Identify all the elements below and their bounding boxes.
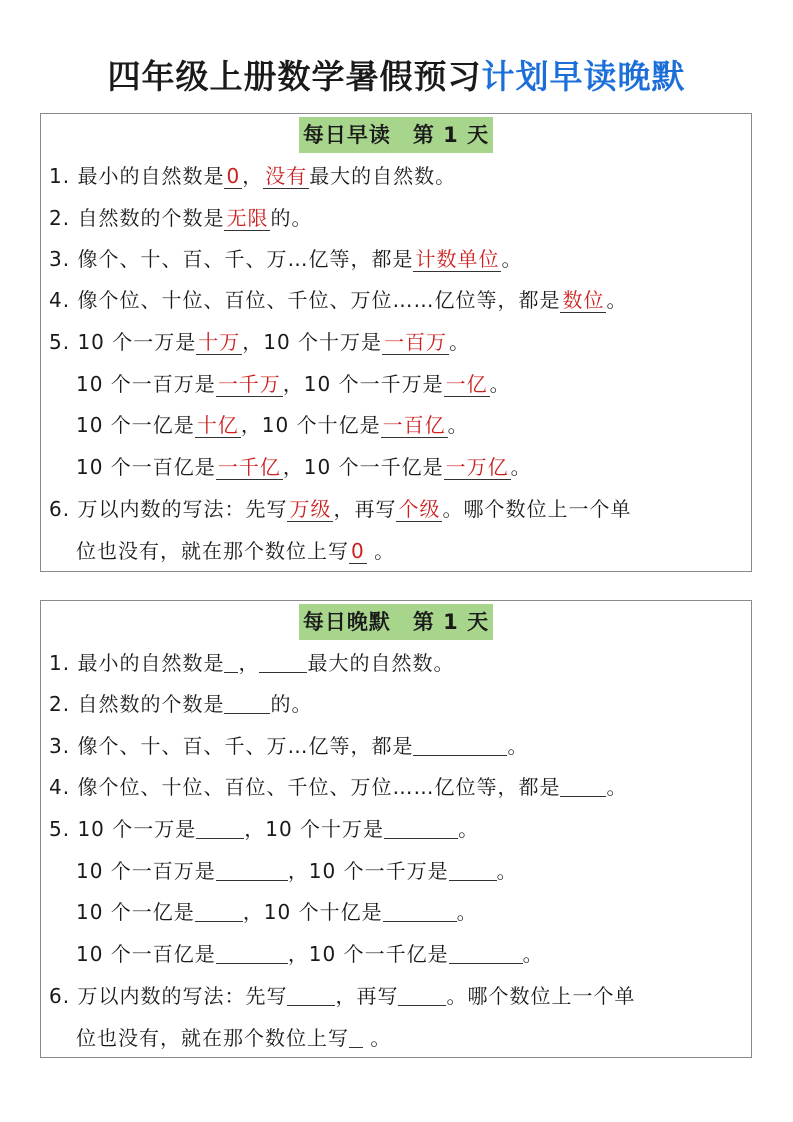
morning-item-4: 4. 像个位、十位、百位、千位、万位……亿位等，都是 数位 。 — [49, 288, 628, 312]
answer: 0 — [351, 539, 365, 563]
blank[interactable] — [449, 943, 523, 964]
evening-item-6: 6. 万以内数的写法：先写 ，再写 。哪个数位上一个单 — [49, 984, 636, 1008]
morning-item-6b: 位也没有，就在那个数位上写 0 。 — [76, 539, 396, 563]
blank[interactable] — [398, 985, 446, 1006]
answer: 十万 — [198, 330, 241, 354]
answer: 个级 — [398, 497, 441, 521]
answer: 十亿 — [196, 413, 239, 437]
morning-item-5d: 10 个一百亿是 一千亿 ，10 个一千亿是 一万亿 。 — [76, 455, 532, 479]
evening-item-5: 5. 10 个一万是 ，10 个十万是 。 — [49, 817, 480, 841]
morning-item-3: 3. 像个、十、百、千、万…亿等，都是 计数单位 。 — [49, 247, 523, 271]
evening-item-6b: 位也没有，就在那个数位上写 。 — [76, 1026, 392, 1050]
evening-item-5d: 10 个一百亿是 ，10 个一千亿是 。 — [76, 942, 544, 966]
morning-reading-box — [40, 113, 752, 572]
evening-item-1: 1. 最小的自然数是 ， 最大的自然数。 — [49, 651, 455, 675]
answer: 数位 — [562, 288, 605, 312]
blank[interactable] — [196, 818, 244, 839]
blank[interactable] — [224, 693, 270, 714]
blank[interactable] — [287, 985, 335, 1006]
page-title — [0, 52, 793, 102]
blank[interactable] — [195, 901, 243, 922]
blank[interactable] — [449, 860, 497, 881]
blank[interactable] — [383, 901, 457, 922]
evening-item-4: 4. 像个位、十位、百位、千位、万位……亿位等，都是 。 — [49, 775, 628, 799]
morning-item-2: 2. 自然数的个数是 无限 的。 — [49, 206, 313, 230]
evening-dictation-box — [40, 600, 752, 1058]
morning-heading: 每日早读 第 1 天 — [41, 117, 751, 153]
answer: 0 — [226, 164, 241, 188]
evening-heading: 每日晚默 第 1 天 — [41, 604, 751, 640]
evening-item-3: 3. 像个、十、百、千、万…亿等，都是 。 — [49, 734, 529, 758]
answer: 一百万 — [384, 330, 448, 354]
answer: 没有 — [265, 164, 308, 188]
answer: 一亿 — [445, 372, 488, 396]
answer: 一万亿 — [445, 455, 509, 479]
answer: 无限 — [226, 206, 269, 230]
answer: 一百亿 — [382, 413, 446, 437]
morning-item-5: 5. 10 个一万是 十万 ，10 个十万是 一百万 。 — [49, 330, 471, 354]
blank[interactable] — [216, 860, 288, 881]
morning-item-6: 6. 万以内数的写法：先写 万级 ，再写 个级 。哪个数位上一个单 — [49, 497, 632, 521]
blank[interactable] — [560, 776, 606, 797]
morning-item-5b: 10 个一百万是 一千万 ，10 个一千万是 一亿 。 — [76, 372, 511, 396]
answer: 万级 — [289, 497, 332, 521]
title-highlight: 计划早读晚默 — [481, 57, 686, 96]
evening-item-5c: 10 个一亿是 ，10 个十亿是 。 — [76, 900, 478, 924]
answer: 一千万 — [217, 372, 281, 396]
answer: 一千亿 — [217, 455, 281, 479]
blank[interactable] — [224, 652, 238, 673]
blank[interactable] — [349, 1027, 363, 1048]
evening-item-5b: 10 个一百万是 ，10 个一千万是 。 — [76, 859, 518, 883]
morning-item-1: 1. 最小的自然数是 0 ， 没有 最大的自然数。 — [49, 164, 457, 188]
evening-item-2: 2. 自然数的个数是 的。 — [49, 692, 313, 716]
blank[interactable] — [413, 735, 507, 756]
answer: 计数单位 — [415, 247, 500, 271]
title-main: 四年级上册数学暑假预习 — [107, 57, 482, 96]
blank[interactable] — [216, 943, 288, 964]
blank[interactable] — [259, 652, 307, 673]
morning-item-5c: 10 个一亿是 十亿 ，10 个十亿是 一百亿 。 — [76, 413, 469, 437]
blank[interactable] — [384, 818, 458, 839]
